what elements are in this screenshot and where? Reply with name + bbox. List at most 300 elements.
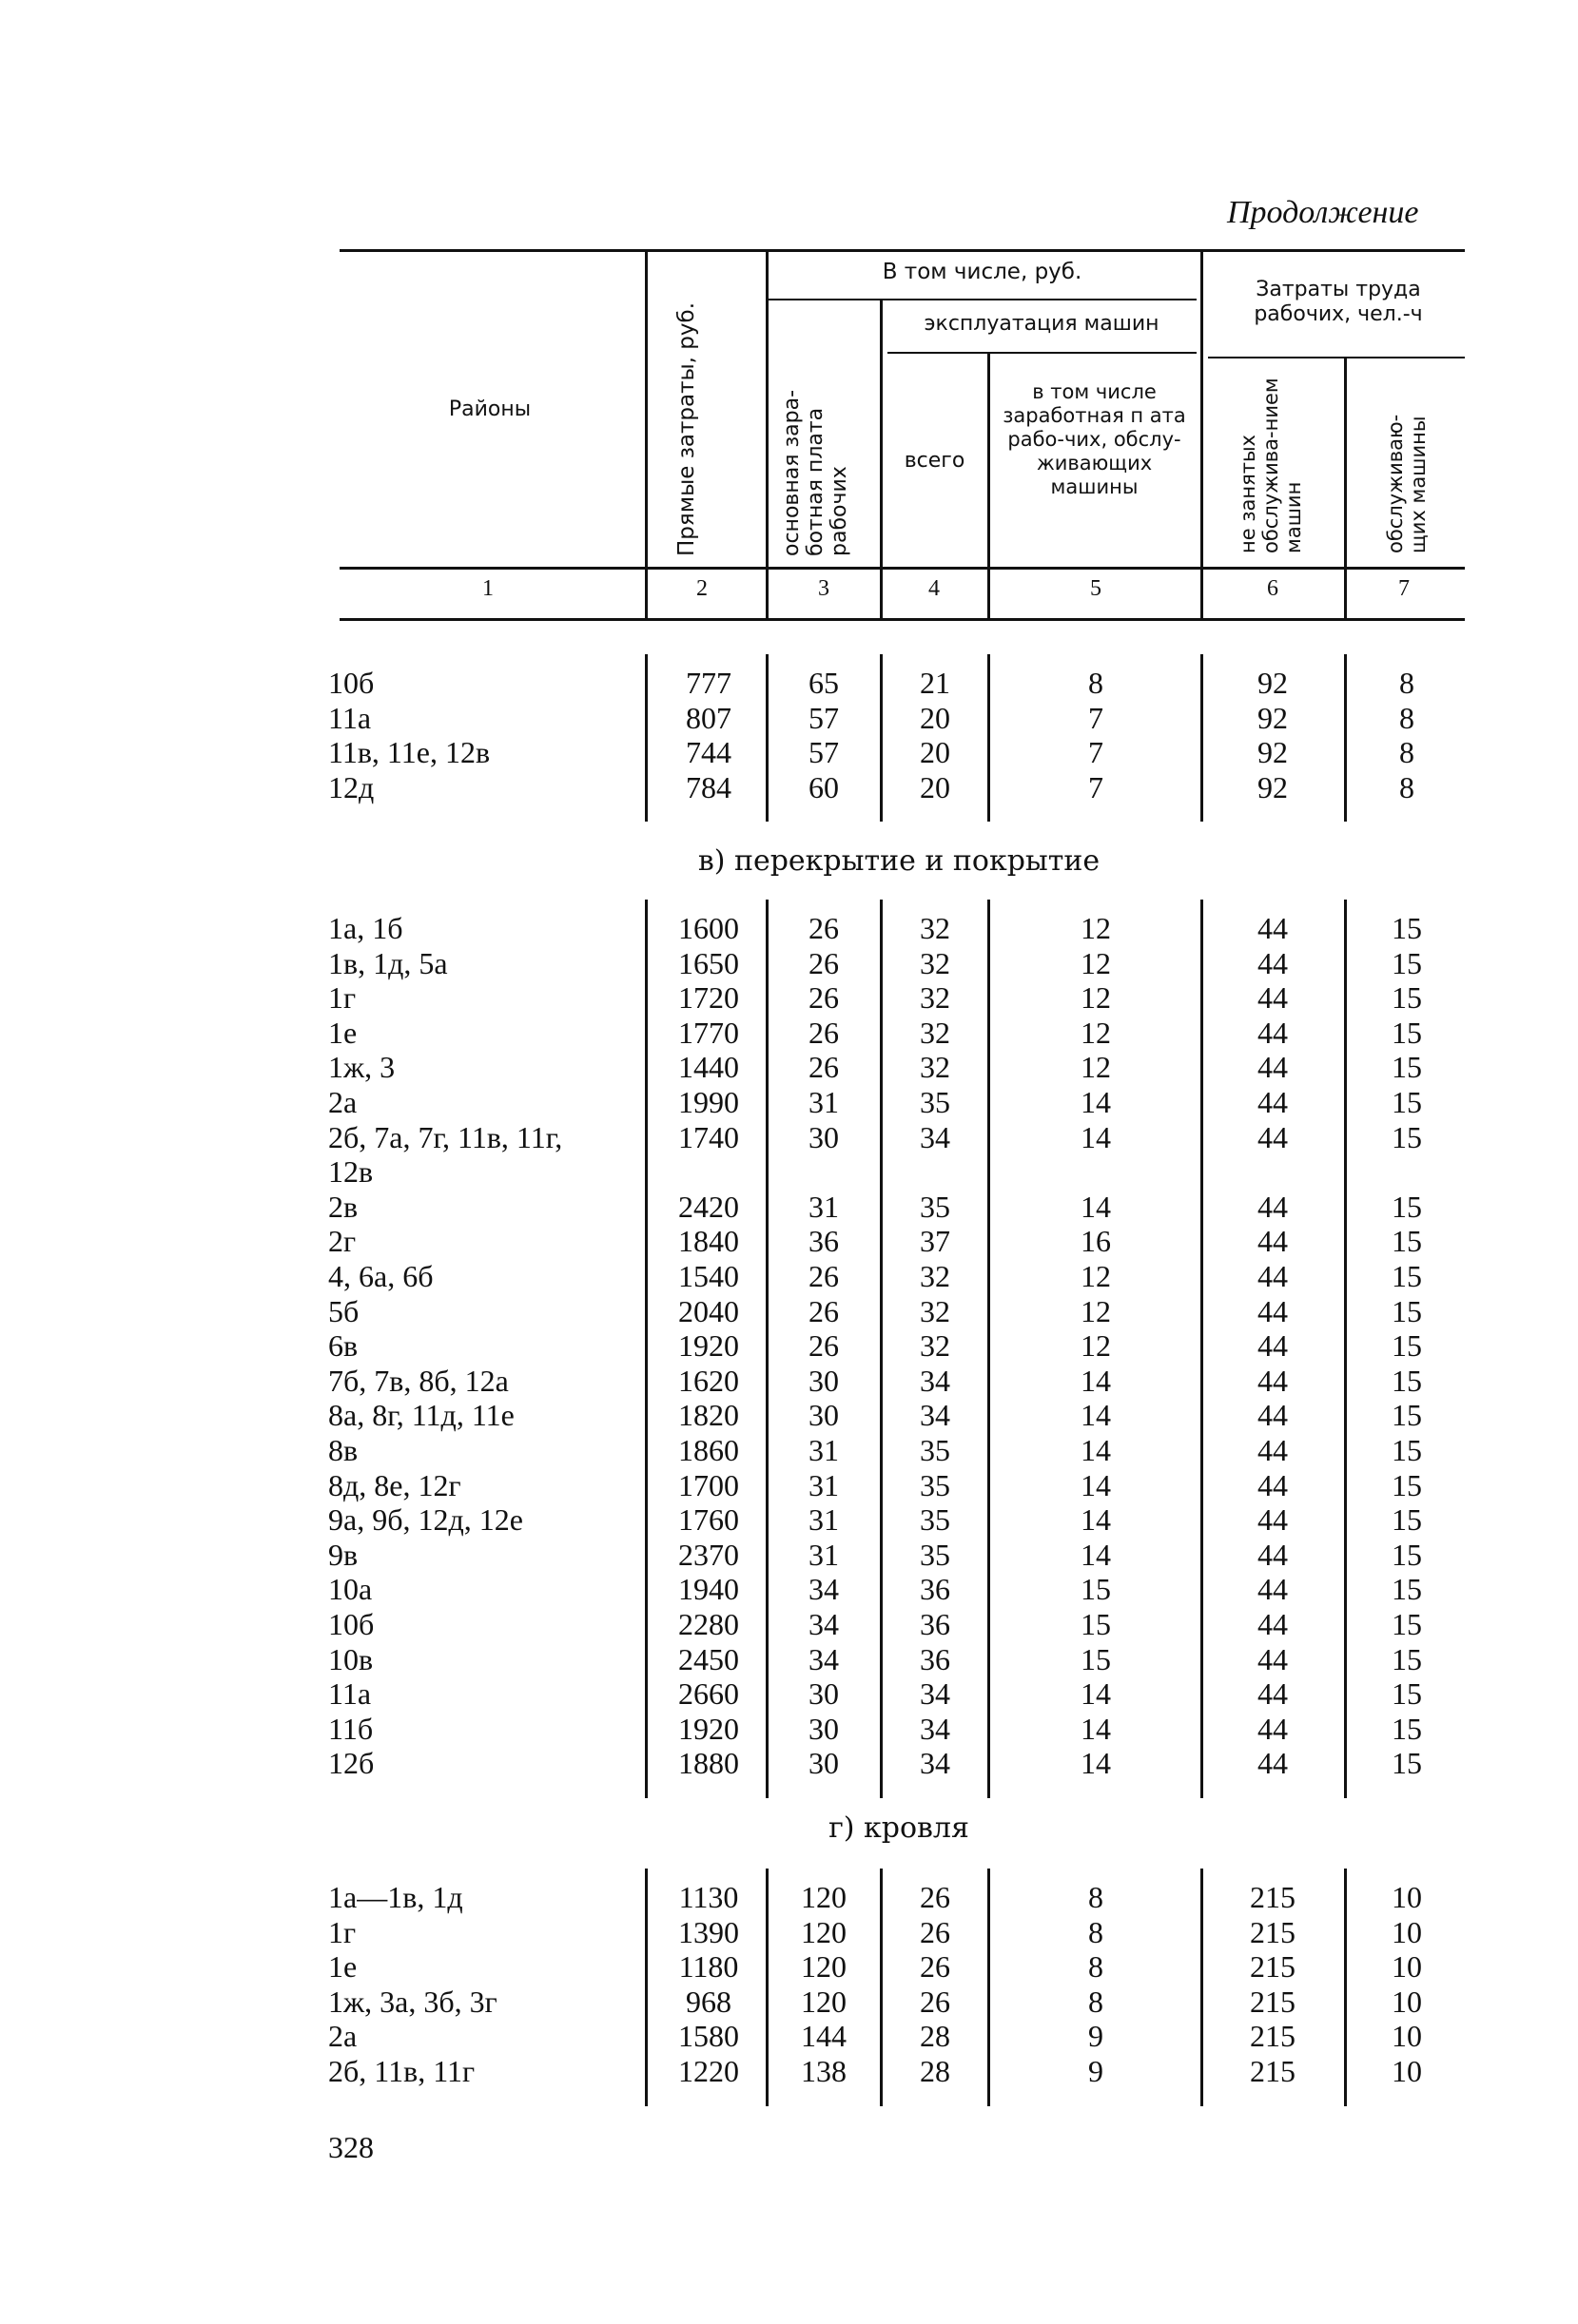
value-cell-c4: 34 bbox=[920, 1676, 950, 1712]
table-row bbox=[0, 1985, 1578, 2019]
value-cell-c4: 34 bbox=[920, 1711, 950, 1746]
value-cell-c5: 7 bbox=[1088, 735, 1103, 770]
value-cell-c4: 35 bbox=[920, 1085, 950, 1119]
value-cell-c3: 34 bbox=[808, 1572, 839, 1607]
region-cell: 1в, 1д, 5а bbox=[328, 945, 448, 980]
labor-costs-rule bbox=[1208, 357, 1465, 358]
table-row bbox=[0, 770, 1578, 804]
value-cell-c6: 44 bbox=[1257, 1119, 1288, 1154]
value-cell-c4: 32 bbox=[920, 911, 950, 945]
value-cell-c4: 21 bbox=[920, 666, 950, 700]
value-cell-c7: 15 bbox=[1392, 1746, 1422, 1781]
value-cell-c6: 44 bbox=[1257, 1467, 1288, 1502]
value-cell-c7: 15 bbox=[1392, 1502, 1422, 1538]
value-cell-c5: 12 bbox=[1081, 911, 1111, 945]
value-cell-c6: 44 bbox=[1257, 1189, 1288, 1224]
value-cell-c4: 36 bbox=[920, 1572, 950, 1607]
value-cell-c5: 9 bbox=[1088, 2019, 1103, 2054]
table-row bbox=[0, 701, 1578, 735]
region-cell: 11а bbox=[328, 700, 372, 735]
value-cell-c4: 35 bbox=[920, 1467, 950, 1502]
value-cell-c7: 8 bbox=[1399, 769, 1414, 804]
machine-operation-rule bbox=[887, 352, 1197, 354]
value-cell-c4: 20 bbox=[920, 735, 950, 770]
header-not-machine: не занятых обслужива-нием машин bbox=[1237, 378, 1305, 553]
region-cell: 10б bbox=[328, 1607, 375, 1641]
table-row bbox=[0, 2019, 1578, 2053]
value-cell-c5: 12 bbox=[1081, 980, 1111, 1016]
value-cell-c6: 44 bbox=[1257, 1293, 1288, 1328]
colnum-7: 7 bbox=[1398, 576, 1410, 601]
table-row bbox=[0, 1294, 1578, 1328]
table-row bbox=[0, 1398, 1578, 1432]
value-cell-c3: 26 bbox=[808, 945, 839, 980]
value-cell-c3: 120 bbox=[801, 1949, 847, 1985]
table-row bbox=[0, 1259, 1578, 1293]
value-cell-c2: 1720 bbox=[678, 980, 739, 1016]
value-cell-c6: 44 bbox=[1257, 1746, 1288, 1781]
value-cell-c6: 44 bbox=[1257, 1328, 1288, 1364]
table-row bbox=[0, 1915, 1578, 1949]
region-cell: 12б bbox=[328, 1746, 375, 1781]
value-cell-c4: 20 bbox=[920, 700, 950, 735]
value-cell-c5: 8 bbox=[1088, 1984, 1103, 2019]
value-cell-c2: 1700 bbox=[678, 1467, 739, 1502]
value-cell-c6: 44 bbox=[1257, 1433, 1288, 1467]
value-cell-c7: 10 bbox=[1392, 1880, 1422, 1914]
value-cell-c7: 8 bbox=[1399, 700, 1414, 735]
value-cell-c2: 2280 bbox=[678, 1607, 739, 1641]
value-cell-c5: 7 bbox=[1088, 700, 1103, 735]
value-cell-c3: 26 bbox=[808, 980, 839, 1016]
value-cell-c5: 14 bbox=[1081, 1398, 1111, 1433]
value-cell-c5: 14 bbox=[1081, 1467, 1111, 1502]
table-row bbox=[0, 946, 1578, 980]
region-cell: 10б bbox=[328, 666, 375, 700]
value-cell-c3: 31 bbox=[808, 1189, 839, 1224]
value-cell-c3: 26 bbox=[808, 1050, 839, 1085]
value-cell-c7: 8 bbox=[1399, 735, 1414, 770]
colnum-4: 4 bbox=[928, 576, 940, 601]
value-cell-c2: 1940 bbox=[678, 1572, 739, 1607]
value-cell-c4: 34 bbox=[920, 1746, 950, 1781]
value-cell-c7: 15 bbox=[1392, 1189, 1422, 1224]
region-cell: 1ж, 3 bbox=[328, 1050, 396, 1085]
value-cell-c4: 28 bbox=[920, 2054, 950, 2088]
value-cell-c4: 32 bbox=[920, 1328, 950, 1364]
value-cell-c3: 31 bbox=[808, 1537, 839, 1572]
value-cell-c3: 31 bbox=[808, 1467, 839, 1502]
value-cell-c5: 15 bbox=[1081, 1607, 1111, 1641]
region-cell: 1е bbox=[328, 1949, 358, 1985]
value-cell-c3: 60 bbox=[808, 769, 839, 804]
value-cell-c4: 28 bbox=[920, 2019, 950, 2054]
value-cell-c6: 44 bbox=[1257, 1607, 1288, 1641]
value-cell-c5: 8 bbox=[1088, 1949, 1103, 1985]
colnum-2: 2 bbox=[696, 576, 708, 601]
value-cell-c7: 10 bbox=[1392, 2019, 1422, 2054]
table-row bbox=[0, 1880, 1578, 1914]
value-cell-c3: 120 bbox=[801, 1984, 847, 2019]
value-cell-c7: 10 bbox=[1392, 2054, 1422, 2088]
value-cell-c6: 44 bbox=[1257, 1641, 1288, 1676]
value-cell-c5: 16 bbox=[1081, 1224, 1111, 1259]
table-row bbox=[0, 1190, 1578, 1224]
value-cell-c3: 30 bbox=[808, 1119, 839, 1154]
value-cell-c5: 8 bbox=[1088, 666, 1103, 700]
table-row bbox=[0, 1120, 1578, 1154]
region-cell: 12д bbox=[328, 769, 375, 804]
value-cell-c7: 15 bbox=[1392, 1085, 1422, 1119]
table-row bbox=[0, 1016, 1578, 1050]
value-cell-c3: 31 bbox=[808, 1085, 839, 1119]
value-cell-c3: 30 bbox=[808, 1711, 839, 1746]
value-cell-c5: 12 bbox=[1081, 1328, 1111, 1364]
value-cell-c3: 120 bbox=[801, 1880, 847, 1914]
value-cell-c6: 44 bbox=[1257, 1363, 1288, 1398]
region-cell: 1г bbox=[328, 980, 357, 1016]
value-cell-c7: 10 bbox=[1392, 1949, 1422, 1985]
continuation-label: Продолжение bbox=[1227, 195, 1419, 230]
value-cell-c2: 1130 bbox=[678, 1880, 739, 1914]
value-cell-c5: 12 bbox=[1081, 945, 1111, 980]
value-cell-c7: 10 bbox=[1392, 1984, 1422, 2019]
value-cell-c2: 1390 bbox=[678, 1914, 739, 1949]
region-cell: 8д, 8е, 12г bbox=[328, 1467, 461, 1502]
value-cell-c5: 12 bbox=[1081, 1015, 1111, 1050]
table-row bbox=[0, 1050, 1578, 1084]
value-cell-c6: 44 bbox=[1257, 980, 1288, 1016]
region-cell: 10в bbox=[328, 1641, 374, 1676]
table-row bbox=[0, 735, 1578, 769]
value-cell-c6: 215 bbox=[1250, 1984, 1296, 2019]
value-cell-c5: 14 bbox=[1081, 1502, 1111, 1538]
section-title: г) кровля bbox=[828, 1811, 969, 1845]
region-cell: 2г bbox=[328, 1224, 357, 1259]
colnum-3: 3 bbox=[818, 576, 829, 601]
header-vline-5 bbox=[1200, 252, 1203, 618]
header-including-group: В том числе, руб. bbox=[882, 260, 1082, 284]
value-cell-c6: 44 bbox=[1257, 1224, 1288, 1259]
value-cell-c2: 1540 bbox=[678, 1259, 739, 1293]
value-cell-c5: 9 bbox=[1088, 2054, 1103, 2088]
value-cell-c5: 8 bbox=[1088, 1880, 1103, 1914]
header-direct-costs: Прямые затраты, руб. bbox=[674, 301, 699, 556]
value-cell-c2: 777 bbox=[686, 666, 731, 700]
value-cell-c4: 26 bbox=[920, 1949, 950, 1985]
value-cell-c3: 57 bbox=[808, 735, 839, 770]
page-number: 328 bbox=[328, 2130, 374, 2164]
value-cell-c6: 44 bbox=[1257, 1676, 1288, 1712]
value-cell-c7: 15 bbox=[1392, 1711, 1422, 1746]
value-cell-c3: 30 bbox=[808, 1746, 839, 1781]
value-cell-c6: 44 bbox=[1257, 1050, 1288, 1085]
value-cell-c5: 14 bbox=[1081, 1119, 1111, 1154]
value-cell-c2: 1740 bbox=[678, 1119, 739, 1154]
value-cell-c2: 1620 bbox=[678, 1363, 739, 1398]
value-cell-c6: 44 bbox=[1257, 1259, 1288, 1293]
value-cell-c3: 26 bbox=[808, 1293, 839, 1328]
table-row bbox=[0, 666, 1578, 700]
region-cell: 7б, 7в, 8б, 12а bbox=[328, 1363, 509, 1398]
header-base-wage: основная зара-ботная плата рабочих bbox=[780, 389, 851, 556]
region-cell: 4, 6а, 6б bbox=[328, 1259, 434, 1293]
value-cell-c4: 35 bbox=[920, 1433, 950, 1467]
region-cell: 6в bbox=[328, 1328, 359, 1364]
value-cell-c7: 15 bbox=[1392, 1607, 1422, 1641]
value-cell-c2: 1760 bbox=[678, 1502, 739, 1538]
value-cell-c2: 744 bbox=[686, 735, 731, 770]
value-cell-c7: 15 bbox=[1392, 1641, 1422, 1676]
value-cell-c6: 92 bbox=[1257, 700, 1288, 735]
value-cell-c2: 1920 bbox=[678, 1711, 739, 1746]
value-cell-c2: 2420 bbox=[678, 1189, 739, 1224]
value-cell-c3: 34 bbox=[808, 1607, 839, 1641]
value-cell-c6: 92 bbox=[1257, 666, 1288, 700]
value-cell-c6: 215 bbox=[1250, 1880, 1296, 1914]
value-cell-c2: 1920 bbox=[678, 1328, 739, 1364]
value-cell-c3: 144 bbox=[801, 2019, 847, 2054]
value-cell-c5: 14 bbox=[1081, 1363, 1111, 1398]
value-cell-c3: 31 bbox=[808, 1502, 839, 1538]
table-row bbox=[0, 1154, 1578, 1189]
value-cell-c4: 34 bbox=[920, 1363, 950, 1398]
region-cell: 11в, 11е, 12в bbox=[328, 735, 491, 770]
including-group-rule bbox=[769, 299, 1197, 300]
value-cell-c3: 26 bbox=[808, 911, 839, 945]
value-cell-c5: 15 bbox=[1081, 1572, 1111, 1607]
value-cell-c7: 15 bbox=[1392, 1676, 1422, 1712]
table-row bbox=[0, 1433, 1578, 1467]
value-cell-c4: 35 bbox=[920, 1537, 950, 1572]
table-row bbox=[0, 911, 1578, 945]
value-cell-c6: 44 bbox=[1257, 1537, 1288, 1572]
section-title: в) перекрытие и покрытие bbox=[697, 844, 1101, 878]
header-vline-6 bbox=[1344, 358, 1347, 618]
value-cell-c7: 15 bbox=[1392, 1293, 1422, 1328]
value-cell-c7: 15 bbox=[1392, 945, 1422, 980]
value-cell-c7: 15 bbox=[1392, 1363, 1422, 1398]
value-cell-c2: 1880 bbox=[678, 1746, 739, 1781]
value-cell-c2: 1440 bbox=[678, 1050, 739, 1085]
colnum-5: 5 bbox=[1090, 576, 1101, 601]
value-cell-c3: 120 bbox=[801, 1914, 847, 1949]
table-row bbox=[0, 1085, 1578, 1119]
value-cell-c4: 34 bbox=[920, 1398, 950, 1433]
region-cell: 10а bbox=[328, 1572, 373, 1607]
value-cell-c5: 14 bbox=[1081, 1085, 1111, 1119]
value-cell-c3: 36 bbox=[808, 1224, 839, 1259]
value-cell-c5: 12 bbox=[1081, 1050, 1111, 1085]
value-cell-c7: 15 bbox=[1392, 1328, 1422, 1364]
value-cell-c6: 215 bbox=[1250, 2054, 1296, 2088]
value-cell-c6: 44 bbox=[1257, 1572, 1288, 1607]
value-cell-c3: 26 bbox=[808, 1328, 839, 1364]
value-cell-c7: 15 bbox=[1392, 1398, 1422, 1433]
header-bottom-rule bbox=[340, 567, 1465, 570]
region-cell: 2а bbox=[328, 2019, 358, 2054]
table-row bbox=[0, 1224, 1578, 1258]
value-cell-c7: 15 bbox=[1392, 1572, 1422, 1607]
region-cell: 1а—1в, 1д bbox=[328, 1880, 463, 1914]
region-cell: 2а bbox=[328, 1085, 358, 1119]
value-cell-c2: 2450 bbox=[678, 1641, 739, 1676]
value-cell-c4: 32 bbox=[920, 1015, 950, 1050]
value-cell-c7: 15 bbox=[1392, 1015, 1422, 1050]
region-cell: 1ж, 3а, 3б, 3г bbox=[328, 1984, 497, 2019]
value-cell-c7: 15 bbox=[1392, 1050, 1422, 1085]
table-row bbox=[0, 1538, 1578, 1572]
value-cell-c4: 34 bbox=[920, 1119, 950, 1154]
header-including-wage: в том числе заработная п ата рабо-чих, обслу-живающих машины bbox=[1003, 380, 1186, 498]
value-cell-c6: 92 bbox=[1257, 735, 1288, 770]
value-cell-c7: 15 bbox=[1392, 1433, 1422, 1467]
table-row bbox=[0, 980, 1578, 1015]
value-cell-c3: 30 bbox=[808, 1363, 839, 1398]
colnum-1: 1 bbox=[482, 576, 494, 601]
table-row bbox=[0, 2054, 1578, 2088]
value-cell-c4: 32 bbox=[920, 1293, 950, 1328]
value-cell-c6: 44 bbox=[1257, 1711, 1288, 1746]
value-cell-c2: 1580 bbox=[678, 2019, 739, 2054]
table-row bbox=[0, 1572, 1578, 1606]
header-vline-3 bbox=[880, 300, 883, 618]
value-cell-c4: 36 bbox=[920, 1641, 950, 1676]
value-cell-c2: 784 bbox=[686, 769, 731, 804]
value-cell-c7: 8 bbox=[1399, 666, 1414, 700]
value-cell-c6: 215 bbox=[1250, 2019, 1296, 2054]
value-cell-c2: 1650 bbox=[678, 945, 739, 980]
value-cell-c4: 20 bbox=[920, 769, 950, 804]
value-cell-c4: 26 bbox=[920, 1914, 950, 1949]
value-cell-c4: 35 bbox=[920, 1502, 950, 1538]
region-cell: 9а, 9б, 12д, 12е bbox=[328, 1502, 523, 1538]
value-cell-c4: 26 bbox=[920, 1984, 950, 2019]
value-cell-c6: 44 bbox=[1257, 945, 1288, 980]
region-cell: 2в bbox=[328, 1189, 359, 1224]
region-cell: 8в bbox=[328, 1433, 359, 1467]
value-cell-c5: 14 bbox=[1081, 1676, 1111, 1712]
region-cell: 1а, 1б bbox=[328, 911, 403, 945]
value-cell-c3: 26 bbox=[808, 1015, 839, 1050]
value-cell-c6: 44 bbox=[1257, 1502, 1288, 1538]
region-cell: 1е bbox=[328, 1015, 358, 1050]
value-cell-c5: 12 bbox=[1081, 1259, 1111, 1293]
value-cell-c7: 15 bbox=[1392, 1259, 1422, 1293]
table-row bbox=[0, 1502, 1578, 1537]
value-cell-c5: 14 bbox=[1081, 1746, 1111, 1781]
value-cell-c3: 30 bbox=[808, 1398, 839, 1433]
region-cell: 9в bbox=[328, 1537, 359, 1572]
value-cell-c2: 1180 bbox=[678, 1949, 739, 1985]
value-cell-c6: 44 bbox=[1257, 1085, 1288, 1119]
table-row bbox=[0, 1949, 1578, 1984]
value-cell-c5: 14 bbox=[1081, 1433, 1111, 1467]
value-cell-c6: 215 bbox=[1250, 1914, 1296, 1949]
table-top-rule bbox=[340, 249, 1465, 252]
value-cell-c5: 15 bbox=[1081, 1641, 1111, 1676]
region-cell: 11а bbox=[328, 1676, 372, 1712]
value-cell-c2: 1600 bbox=[678, 911, 739, 945]
value-cell-c5: 14 bbox=[1081, 1537, 1111, 1572]
value-cell-c7: 10 bbox=[1392, 1914, 1422, 1949]
value-cell-c5: 7 bbox=[1088, 769, 1103, 804]
table-row bbox=[0, 1642, 1578, 1676]
value-cell-c3: 34 bbox=[808, 1641, 839, 1676]
value-cell-c6: 215 bbox=[1250, 1949, 1296, 1985]
value-cell-c2: 1860 bbox=[678, 1433, 739, 1467]
table-row bbox=[0, 1468, 1578, 1502]
colnum-bottom-rule bbox=[340, 618, 1465, 621]
value-cell-c2: 2660 bbox=[678, 1676, 739, 1712]
region-cell: 11б bbox=[328, 1711, 374, 1746]
header-vline-1 bbox=[645, 252, 648, 618]
value-cell-c2: 2370 bbox=[678, 1537, 739, 1572]
value-cell-c3: 57 bbox=[808, 700, 839, 735]
header-total: всего bbox=[904, 449, 965, 473]
value-cell-c5: 14 bbox=[1081, 1711, 1111, 1746]
header-vline-2 bbox=[766, 252, 769, 618]
value-cell-c3: 30 bbox=[808, 1676, 839, 1712]
value-cell-c2: 1820 bbox=[678, 1398, 739, 1433]
region-cell: 2б, 7а, 7г, 11в, 11г, bbox=[328, 1119, 563, 1154]
table-row bbox=[0, 1712, 1578, 1746]
table-row bbox=[0, 1746, 1578, 1780]
colnum-6: 6 bbox=[1267, 576, 1278, 601]
value-cell-c3: 65 bbox=[808, 666, 839, 700]
value-cell-c7: 15 bbox=[1392, 911, 1422, 945]
value-cell-c5: 12 bbox=[1081, 1293, 1111, 1328]
value-cell-c3: 138 bbox=[801, 2054, 847, 2088]
value-cell-c4: 26 bbox=[920, 1880, 950, 1914]
value-cell-c4: 32 bbox=[920, 1259, 950, 1293]
value-cell-c5: 14 bbox=[1081, 1189, 1111, 1224]
table-row bbox=[0, 1676, 1578, 1711]
value-cell-c7: 15 bbox=[1392, 980, 1422, 1016]
value-cell-c3: 31 bbox=[808, 1433, 839, 1467]
header-vline-4 bbox=[987, 354, 990, 618]
header-machine-serving: обслуживаю-щих машины bbox=[1384, 414, 1430, 553]
table-row bbox=[0, 1364, 1578, 1398]
table-row bbox=[0, 1328, 1578, 1363]
region-cell: 1г bbox=[328, 1914, 357, 1949]
header-machine-operation: эксплуатация машин bbox=[924, 312, 1159, 336]
value-cell-c7: 15 bbox=[1392, 1224, 1422, 1259]
value-cell-c2: 1770 bbox=[678, 1015, 739, 1050]
region-cell: 8а, 8г, 11д, 11е bbox=[328, 1398, 515, 1433]
value-cell-c2: 1840 bbox=[678, 1224, 739, 1259]
value-cell-c3: 26 bbox=[808, 1259, 839, 1293]
value-cell-c6: 44 bbox=[1257, 1398, 1288, 1433]
header-labor-costs: Затраты труда рабочих, чел.-ч bbox=[1254, 278, 1423, 326]
value-cell-c6: 44 bbox=[1257, 911, 1288, 945]
value-cell-c2: 1220 bbox=[678, 2054, 739, 2088]
value-cell-c4: 35 bbox=[920, 1189, 950, 1224]
region-cell: 5б bbox=[328, 1293, 360, 1328]
value-cell-c2: 1990 bbox=[678, 1085, 739, 1119]
value-cell-c5: 8 bbox=[1088, 1914, 1103, 1949]
value-cell-c7: 15 bbox=[1392, 1537, 1422, 1572]
value-cell-c4: 32 bbox=[920, 980, 950, 1016]
value-cell-c2: 807 bbox=[686, 700, 731, 735]
value-cell-c4: 36 bbox=[920, 1607, 950, 1641]
value-cell-c4: 37 bbox=[920, 1224, 950, 1259]
region-cell: 2б, 11в, 11г bbox=[328, 2054, 476, 2088]
header-regions: Районы bbox=[448, 397, 532, 421]
value-cell-c6: 44 bbox=[1257, 1015, 1288, 1050]
value-cell-c4: 32 bbox=[920, 945, 950, 980]
value-cell-c6: 92 bbox=[1257, 769, 1288, 804]
